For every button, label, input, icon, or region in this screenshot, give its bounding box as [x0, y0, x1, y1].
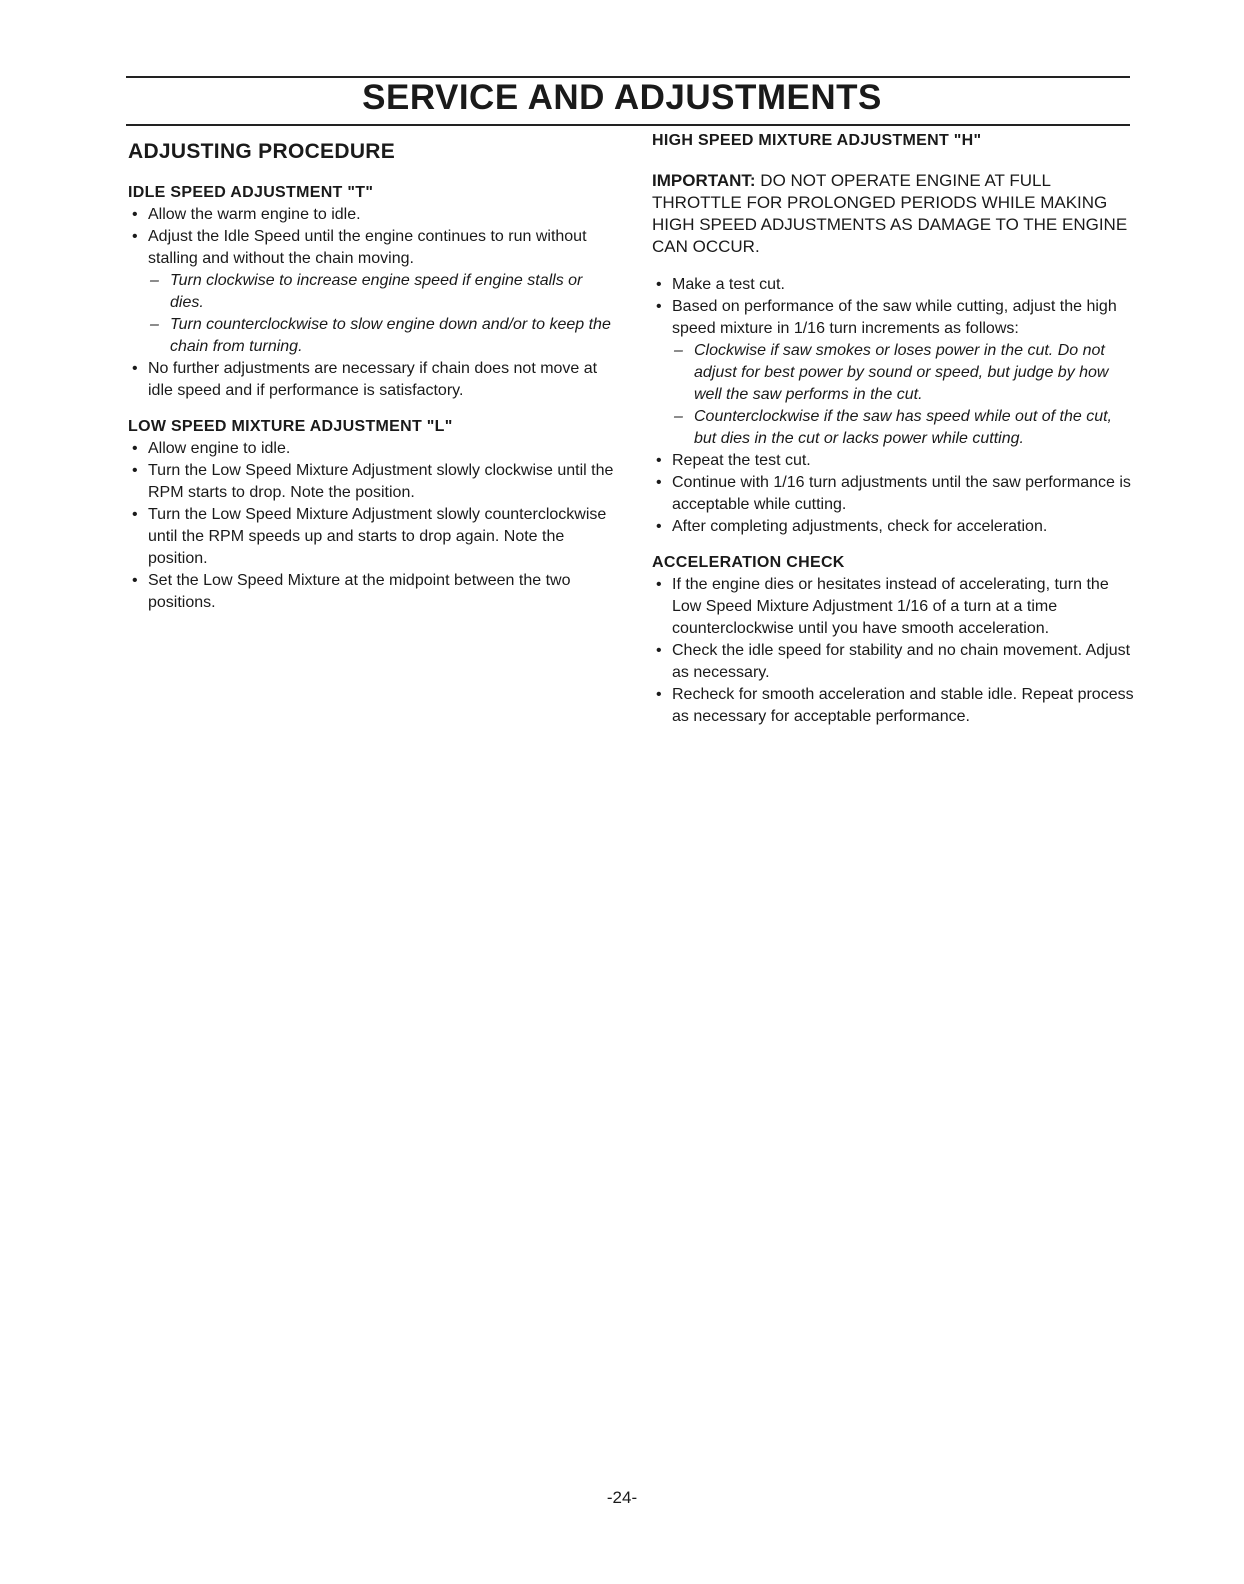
list-item: • Allow the warm engine to idle. — [128, 204, 618, 226]
acceleration-list — [652, 574, 1136, 728]
sub-item: – Turn clockwise to increase engine speed if engine stalls or dies. — [148, 270, 618, 314]
list-item-text: Based on performance of the saw while cutting, adjust the high speed mixture in 1/16 turn increments as follows: — [672, 298, 1117, 337]
right-column — [652, 132, 1136, 728]
list-item: • Check the idle speed for stability and no chain movement. Adjust as necessary. — [652, 640, 1136, 684]
sub-item: – Turn counterclockwise to slow engine down and/or to keep the chain from turning. — [148, 314, 618, 358]
list-item: • Recheck for smooth acceleration and stable idle. Repeat process as necessary for acceptable performance. — [652, 684, 1136, 728]
list-item — [128, 226, 618, 358]
list-item: • Set the Low Speed Mixture at the midpoint between the two positions. — [128, 570, 618, 614]
important-label: IMPORTANT: — [652, 171, 756, 190]
high-speed-sublist — [672, 340, 1136, 450]
sub-item: – Counterclockwise if the saw has speed while out of the cut, but dies in the cut or lacks power while cutting. — [672, 406, 1136, 450]
low-speed-list — [128, 438, 618, 614]
high-speed-list — [652, 274, 1136, 538]
left-column — [128, 136, 618, 614]
list-item: • No further adjustments are necessary if chain does not move at idle speed and if performance is satisfactory. — [128, 358, 618, 402]
list-item: • If the engine dies or hesitates instead of accelerating, turn the Low Speed Mixture Adjustment 1/16 of a turn at a time counterclockwise until you have smooth acceleration. — [652, 574, 1136, 640]
list-item — [652, 296, 1136, 450]
sub-item: – Clockwise if saw smokes or loses power in the cut. Do not adjust for best power by sound or speed, but judge by how well the saw performs in the cut. — [672, 340, 1136, 406]
page-title: SERVICE AND ADJUSTMENTS — [362, 78, 882, 117]
list-item-text: Adjust the Idle Speed until the engine continues to run without stalling and without the chain moving. — [148, 228, 587, 267]
list-item: • Turn the Low Speed Mixture Adjustment slowly clockwise until the RPM starts to drop. Note the position. — [128, 460, 618, 504]
important-text: DO NOT OPERATE ENGINE AT FULL THROTTLE FOR PROLONGED PERIODS WHILE MAKING HIGH SPEED ADJUSTMENTS AS DAMAGE TO THE ENGINE CAN OCCUR. — [652, 171, 1128, 256]
list-item: • After completing adjustments, check for acceleration. — [652, 516, 1136, 538]
low-speed-heading: LOW SPEED MIXTURE ADJUSTMENT "L" — [128, 418, 453, 435]
list-item: • Make a test cut. — [652, 274, 1136, 296]
acceleration-check-heading: ACCELERATION CHECK — [652, 554, 845, 571]
idle-speed-heading: IDLE SPEED ADJUSTMENT "T" — [128, 184, 374, 201]
list-item: • Turn the Low Speed Mixture Adjustment slowly counterclockwise until the RPM speeds up and starts to drop again. Note the position. — [128, 504, 618, 570]
list-item: • Repeat the test cut. — [652, 450, 1136, 472]
list-item: • Continue with 1/16 turn adjustments until the saw performance is acceptable while cutting. — [652, 472, 1136, 516]
title-underline-rule — [126, 124, 1130, 126]
high-speed-heading: HIGH SPEED MIXTURE ADJUSTMENT "H" — [652, 132, 982, 149]
page-number: -24- — [606, 1488, 638, 1507]
adjusting-procedure-heading: ADJUSTING PROCEDURE — [128, 140, 396, 163]
idle-speed-sublist — [148, 270, 618, 358]
idle-speed-list — [128, 204, 618, 402]
list-item: • Allow engine to idle. — [128, 438, 618, 460]
important-warning — [652, 170, 1136, 258]
